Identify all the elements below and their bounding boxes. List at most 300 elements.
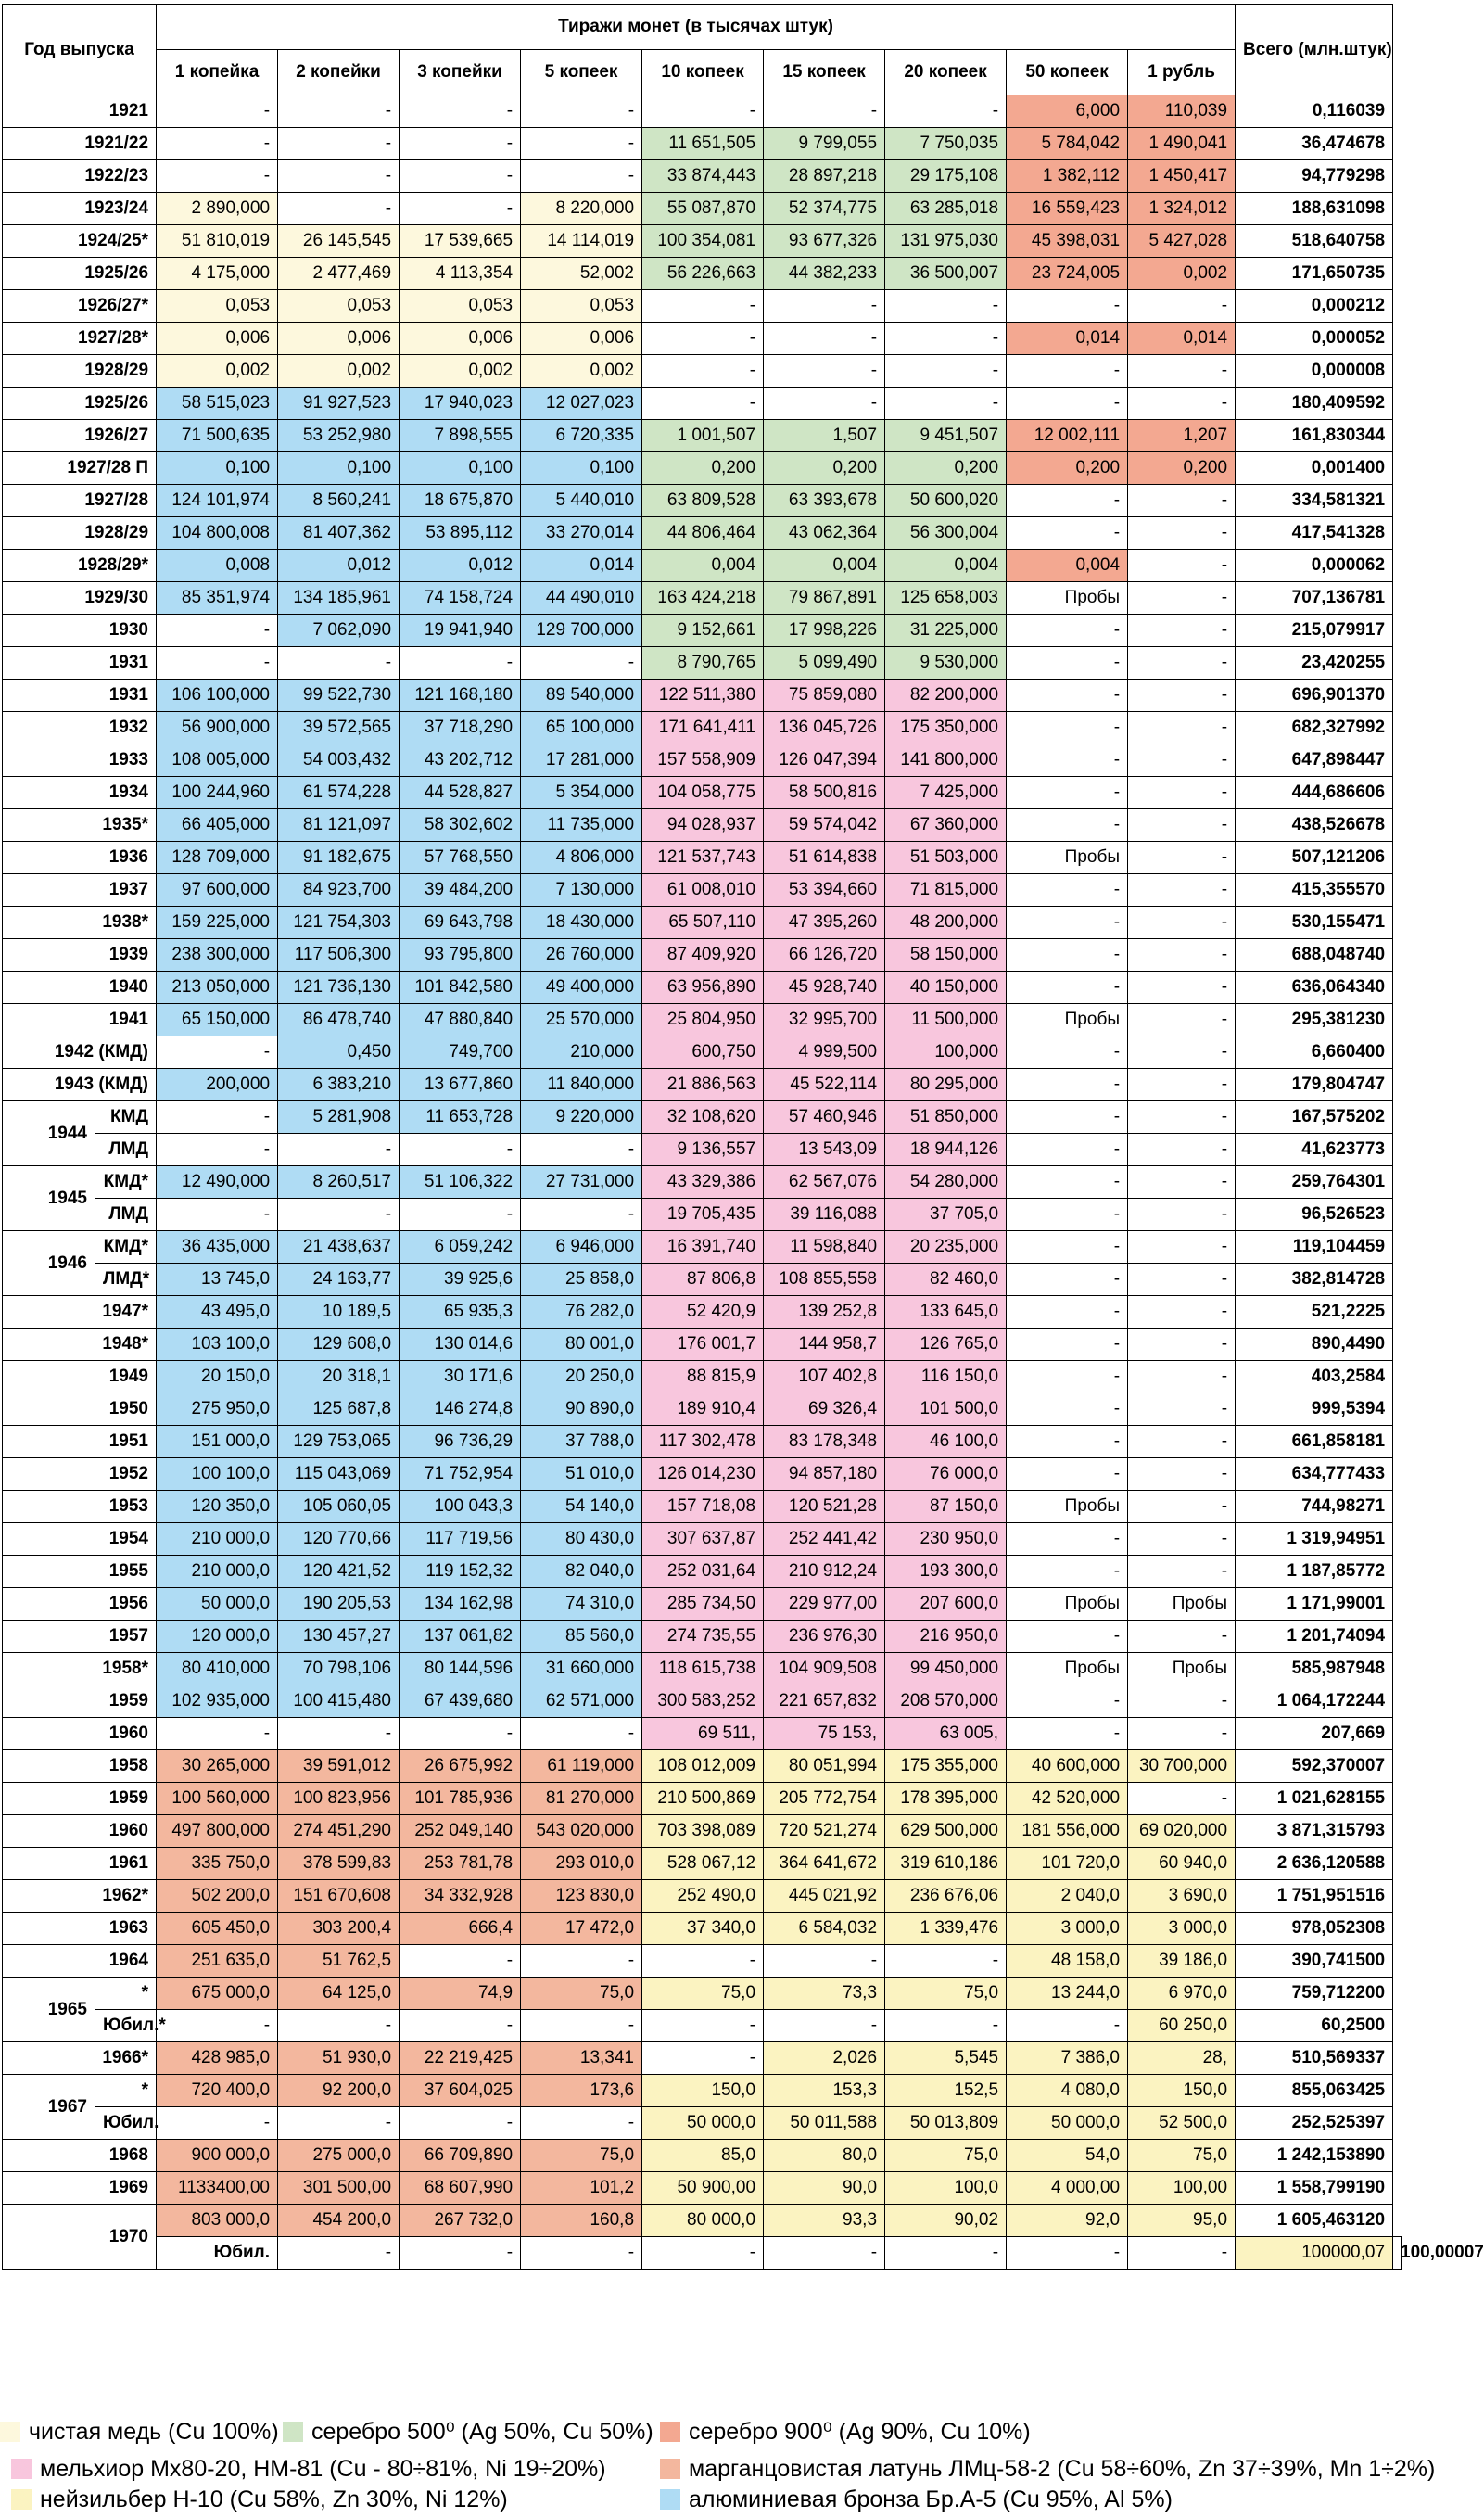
mintage-cell: 210 500,869 — [642, 1783, 764, 1815]
total-cell: 1 201,74094 — [1236, 1621, 1393, 1653]
mintage-cell: 50 600,020 — [885, 485, 1007, 517]
table-row — [3, 1393, 1402, 1426]
mintage-cell: 307 637,87 — [642, 1523, 764, 1556]
mintage-cell: 3 000,0 — [1128, 1913, 1236, 1945]
denomination-header: 50 копеек — [1007, 50, 1128, 95]
mintage-cell: - — [1007, 1264, 1128, 1296]
table-row — [3, 1783, 1402, 1815]
mintage-cell: 34 332,928 — [400, 1880, 521, 1913]
mintage-cell: - — [1128, 582, 1236, 615]
mintage-cell: 0,004 — [885, 550, 1007, 582]
mintage-rows — [3, 95, 1484, 2270]
mintage-cell: 108 005,000 — [157, 744, 278, 777]
legend-swatch — [660, 2422, 680, 2442]
mintage-cell: 61 574,228 — [278, 777, 400, 809]
mintage-cell: - — [1128, 615, 1236, 647]
total-column-header: Всего (млн.штук) — [1236, 5, 1393, 95]
year-cell: 1951 — [3, 1426, 157, 1458]
mintage-cell: - — [764, 323, 885, 355]
mintage-cell: 11 840,000 — [521, 1069, 642, 1101]
mintage-cell: 52 500,0 — [1128, 2107, 1236, 2140]
total-cell: 179,804747 — [1236, 1069, 1393, 1101]
mintage-cell: 76 000,0 — [885, 1458, 1007, 1491]
table-row — [3, 1815, 1402, 1848]
mintage-cell: 4 000,00 — [1007, 2172, 1128, 2205]
mintage-cell: - — [1128, 874, 1236, 907]
mintage-cell: 128 709,000 — [157, 842, 278, 874]
legend-swatch — [660, 2489, 680, 2510]
denomination-header: 1 рубль — [1128, 50, 1236, 95]
mintage-cell: 75,0 — [521, 2140, 642, 2172]
mintage-cell: - — [1128, 972, 1236, 1004]
mintage-cell: 91 182,675 — [278, 842, 400, 874]
mintage-cell: 121 537,743 — [642, 842, 764, 874]
mintage-cell: - — [1007, 388, 1128, 420]
table-row — [3, 1945, 1402, 1978]
mintage-cell: 159 225,000 — [157, 907, 278, 939]
mintage-cell: 118 615,738 — [642, 1653, 764, 1685]
mintage-cell: - — [1128, 1166, 1236, 1199]
mintage-cell: 100 823,956 — [278, 1783, 400, 1815]
mintage-cell: 0,002 — [157, 355, 278, 388]
mintage-cell: 44 806,464 — [642, 517, 764, 550]
mintage-cell: - — [1007, 809, 1128, 842]
mintage-cell: - — [1128, 1264, 1236, 1296]
mintage-cell: 5 281,908 — [278, 1101, 400, 1134]
mintage-cell: 53 252,980 — [278, 420, 400, 452]
mintage-cell: 69 643,798 — [400, 907, 521, 939]
mintage-cell: - — [1007, 1329, 1128, 1361]
table-row — [3, 128, 1402, 160]
mintage-cell: - — [521, 1718, 642, 1750]
mintage-cell: 81 121,097 — [278, 809, 400, 842]
mintage-table — [2, 4, 1484, 2270]
mintage-cell: 252 031,64 — [642, 1556, 764, 1588]
legend-item-nickel-silver — [11, 2481, 508, 2518]
mintage-cell: 61 008,010 — [642, 874, 764, 907]
table-row — [3, 550, 1402, 582]
table-row — [3, 1523, 1402, 1556]
denomination-header: 5 копеек — [521, 50, 642, 95]
mintage-cell: 720 521,274 — [764, 1815, 885, 1848]
mintage-cell: - — [1128, 1685, 1236, 1718]
year-cell: 1927/28 П — [3, 452, 157, 485]
mintage-cell: 18 944,126 — [885, 1134, 1007, 1166]
mintage-cell: 45 398,031 — [1007, 225, 1128, 258]
mintage-cell: 81 407,362 — [278, 517, 400, 550]
year-cell: 1935* — [3, 809, 157, 842]
mintage-cell: 54 003,432 — [278, 744, 400, 777]
total-cell: 167,575202 — [1236, 1101, 1393, 1134]
mintage-cell: 123 830,0 — [521, 1880, 642, 1913]
mintage-cell: 9 220,000 — [521, 1101, 642, 1134]
mintage-cell: 66 405,000 — [157, 809, 278, 842]
year-cell: 1961 — [3, 1848, 157, 1880]
mintage-cell: 46 100,0 — [885, 1426, 1007, 1458]
mintage-cell: - — [1007, 1036, 1128, 1069]
legend-item-aluminium-bronze — [660, 2481, 1173, 2518]
table-row — [3, 2172, 1402, 2205]
mintage-cell: 193 300,0 — [885, 1556, 1007, 1588]
mintage-cell: - — [278, 95, 400, 128]
mintage-cell: 230 950,0 — [885, 1523, 1007, 1556]
mintage-cell: 50 000,0 — [642, 2107, 764, 2140]
mintage-cell: 65 100,000 — [521, 712, 642, 744]
mintage-cell: - — [1128, 1523, 1236, 1556]
total-cell: 585,987948 — [1236, 1653, 1393, 1685]
legend-swatch — [11, 2489, 32, 2510]
mintage-cell: 115 043,069 — [278, 1458, 400, 1491]
mintage-cell: - — [521, 128, 642, 160]
table-row — [3, 1718, 1402, 1750]
mintage-cell: - — [1128, 550, 1236, 582]
mintage-cell: 54 280,000 — [885, 1166, 1007, 1199]
mintage-cell: 121 168,180 — [400, 680, 521, 712]
mintage-cell: 151 000,0 — [157, 1426, 278, 1458]
mintage-cell: 189 910,4 — [642, 1393, 764, 1426]
mintage-cell: 43 329,386 — [642, 1166, 764, 1199]
year-cell: 1921 — [3, 95, 157, 128]
legend-swatch — [0, 2422, 20, 2442]
mintage-cell: 40 150,000 — [885, 972, 1007, 1004]
mintage-cell: - — [764, 290, 885, 323]
mintage-cell: 0,012 — [400, 550, 521, 582]
mintage-cell: 30 171,6 — [400, 1361, 521, 1393]
mintage-cell: Пробы — [1007, 582, 1128, 615]
mintage-cell: 17 281,000 — [521, 744, 642, 777]
year-cell: 1924/25* — [3, 225, 157, 258]
mintage-cell: 100,0 — [885, 2172, 1007, 2205]
mintage-cell: 2 890,000 — [157, 193, 278, 225]
mintage-cell: 82 460,0 — [885, 1264, 1007, 1296]
mintage-cell: 803 000,0 — [157, 2205, 278, 2237]
mintage-cell: - — [642, 95, 764, 128]
mintage-cell: 101,2 — [521, 2172, 642, 2205]
mintage-cell: 9 152,661 — [642, 615, 764, 647]
mintage-cell: 181 556,000 — [1007, 1815, 1128, 1848]
legend-label: марганцовистая латунь ЛМц-58-2 (Cu 58÷60%, Zn 37÷39%, Mn 1÷2%) — [689, 2455, 1436, 2482]
mintage-cell: - — [278, 2107, 400, 2140]
mintage-cell: - — [1007, 1231, 1128, 1264]
mintage-cell: - — [1128, 777, 1236, 809]
mintage-cell: 69 511, — [642, 1718, 764, 1750]
mintage-cell: 86 478,740 — [278, 1004, 400, 1036]
year-group-cell: 1965 — [3, 1978, 95, 2042]
mintage-cell: - — [157, 1101, 278, 1134]
mintage-cell: - — [642, 2010, 764, 2042]
year-cell: 1959 — [3, 1783, 157, 1815]
table-row — [3, 582, 1402, 615]
mintage-cell: 62 571,000 — [521, 1685, 642, 1718]
mintage-cell: 207 600,0 — [885, 1588, 1007, 1621]
total-cell: 2 636,120588 — [1236, 1848, 1393, 1880]
table-row — [3, 1361, 1402, 1393]
mintage-cell: - — [157, 1199, 278, 1231]
total-cell: 444,686606 — [1236, 777, 1393, 809]
table-row — [3, 972, 1402, 1004]
mintage-cell: 176 001,7 — [642, 1329, 764, 1361]
mintage-cell: 16 559,423 — [1007, 193, 1128, 225]
total-cell: 1 242,153890 — [1236, 2140, 1393, 2172]
mintage-cell: 37 718,290 — [400, 712, 521, 744]
mintage-cell: 80 051,994 — [764, 1750, 885, 1783]
mintage-cell: 30 265,000 — [157, 1750, 278, 1783]
table-row — [3, 809, 1402, 842]
total-cell: 696,901370 — [1236, 680, 1393, 712]
mintage-cell: 70 798,106 — [278, 1653, 400, 1685]
mintage-cell: - — [1007, 712, 1128, 744]
mintage-cell: 4 175,000 — [157, 258, 278, 290]
mintage-cell: 75,0 — [1128, 2140, 1236, 2172]
mintage-cell: 0,002 — [278, 355, 400, 388]
mintage-cell: 124 101,974 — [157, 485, 278, 517]
mintage-cell: - — [885, 290, 1007, 323]
mintage-cell: 0,200 — [885, 452, 1007, 485]
mintage-cell: 67 439,680 — [400, 1685, 521, 1718]
mintage-cell: - — [157, 95, 278, 128]
mintage-cell: 11 500,000 — [885, 1004, 1007, 1036]
mintage-cell: 1 324,012 — [1128, 193, 1236, 225]
total-cell: 634,777433 — [1236, 1458, 1393, 1491]
mintage-cell: 71 815,000 — [885, 874, 1007, 907]
total-cell: 180,409592 — [1236, 388, 1393, 420]
mintage-cell: 47 395,260 — [764, 907, 885, 939]
total-cell: 0,000062 — [1236, 550, 1393, 582]
year-cell: 1943 (КМД) — [3, 1069, 157, 1101]
mintage-cell: 136 045,726 — [764, 712, 885, 744]
year-cell: 1960 — [3, 1718, 157, 1750]
legend-swatch — [283, 2422, 303, 2442]
mintage-cell: 4 999,500 — [764, 1036, 885, 1069]
table-row — [3, 777, 1402, 809]
mintage-cell: 0,100 — [278, 452, 400, 485]
mintage-cell: 0,200 — [764, 452, 885, 485]
year-cell: 1958 — [3, 1750, 157, 1783]
year-cell: 1956 — [3, 1588, 157, 1621]
mintage-cell: - — [1128, 680, 1236, 712]
table-row — [3, 1685, 1402, 1718]
table-row — [3, 939, 1402, 972]
mintage-cell: 25 570,000 — [521, 1004, 642, 1036]
mintage-cell: - — [1128, 1718, 1236, 1750]
mintage-cell: 99 522,730 — [278, 680, 400, 712]
mintage-cell: 216 950,0 — [885, 1621, 1007, 1653]
mintage-cell: 44 528,827 — [400, 777, 521, 809]
mintage-cell: - — [1128, 2237, 1236, 2270]
total-cell: 252,525397 — [1236, 2107, 1393, 2140]
mintage-cell: 20 235,000 — [885, 1231, 1007, 1264]
mintage-cell: 62 567,076 — [764, 1166, 885, 1199]
mintage-cell: 101 842,580 — [400, 972, 521, 1004]
mintage-cell: - — [1128, 1361, 1236, 1393]
mintage-cell: 0,006 — [278, 323, 400, 355]
total-cell: 188,631098 — [1236, 193, 1393, 225]
mintage-cell: - — [400, 2237, 521, 2270]
mintage-cell: - — [521, 1945, 642, 1978]
mintage-cell: - — [764, 2237, 885, 2270]
mintage-cell: 12 027,023 — [521, 388, 642, 420]
mintage-cell: 11 651,505 — [642, 128, 764, 160]
mintage-cell: 171 641,411 — [642, 712, 764, 744]
mintage-cell: - — [521, 2237, 642, 2270]
mintage-cell: Пробы — [1007, 842, 1128, 874]
total-cell: 855,063425 — [1236, 2075, 1393, 2107]
mintage-cell: 0,014 — [1128, 323, 1236, 355]
total-cell: 1 021,628155 — [1236, 1783, 1393, 1815]
mintage-cell: 100 354,081 — [642, 225, 764, 258]
mintage-cell: 75,0 — [642, 1978, 764, 2010]
table-row — [3, 1069, 1402, 1101]
mintage-cell: 10 189,5 — [278, 1296, 400, 1329]
mintage-cell: 63 956,890 — [642, 972, 764, 1004]
mintage-cell: Пробы — [1128, 1653, 1236, 1685]
mintage-cell: 0,002 — [521, 355, 642, 388]
mintage-cell: 0,008 — [157, 550, 278, 582]
mintage-cell: 0,002 — [1128, 258, 1236, 290]
mintage-cell: 103 100,0 — [157, 1329, 278, 1361]
mintage-cell: 92,0 — [1007, 2205, 1128, 2237]
mintage-cell: 74 310,0 — [521, 1588, 642, 1621]
mintage-cell: - — [1007, 1426, 1128, 1458]
denomination-header: 20 копеек — [885, 50, 1007, 95]
mintage-cell: 267 732,0 — [400, 2205, 521, 2237]
mintage-cell: 1 382,112 — [1007, 160, 1128, 193]
mintage-cell: - — [1007, 485, 1128, 517]
mintage-cell: 65 150,000 — [157, 1004, 278, 1036]
mintage-cell: 275 000,0 — [278, 2140, 400, 2172]
denomination-header: 10 копеек — [642, 50, 764, 95]
table-row — [3, 258, 1402, 290]
mintage-cell: - — [400, 1134, 521, 1166]
mintage-cell: 58 150,000 — [885, 939, 1007, 972]
mintage-cell: 129 753,065 — [278, 1426, 400, 1458]
mintage-cell: Пробы — [1007, 1004, 1128, 1036]
total-cell: 744,98271 — [1236, 1491, 1393, 1523]
legend-label: нейзильбер Н-10 (Cu 58%, Zn 30%, Ni 12%) — [40, 2486, 508, 2512]
mintage-cell: 229 977,00 — [764, 1588, 885, 1621]
mintage-cell: 100 100,0 — [157, 1458, 278, 1491]
mintage-cell: 75,0 — [885, 1978, 1007, 2010]
total-cell: 6,660400 — [1236, 1036, 1393, 1069]
mintage-cell: 152,5 — [885, 2075, 1007, 2107]
year-cell: 1938* — [3, 907, 157, 939]
mintage-cell: 59 574,042 — [764, 809, 885, 842]
mintage-cell: 210 000,0 — [157, 1523, 278, 1556]
mintage-cell: - — [885, 2237, 1007, 2270]
mintage-cell: 104 058,775 — [642, 777, 764, 809]
mintage-cell: 61 119,000 — [521, 1750, 642, 1783]
mintage-cell: - — [157, 647, 278, 680]
table-row — [3, 2205, 1402, 2237]
mintage-cell: - — [1007, 680, 1128, 712]
table-row — [3, 1458, 1402, 1491]
table-row — [3, 323, 1402, 355]
mintage-cell: 0,200 — [1007, 452, 1128, 485]
mintage-cell: - — [278, 2010, 400, 2042]
mintage-cell: 5 427,028 — [1128, 225, 1236, 258]
total-cell: 295,381230 — [1236, 1004, 1393, 1036]
mintage-cell: 1,507 — [764, 420, 885, 452]
mintage-cell: 108 012,009 — [642, 1750, 764, 1783]
mintage-cell: 100 415,480 — [278, 1685, 400, 1718]
mintage-cell: 130 457,27 — [278, 1621, 400, 1653]
table-row — [3, 1296, 1402, 1329]
total-cell: 438,526678 — [1236, 809, 1393, 842]
legend-swatch — [660, 2459, 680, 2479]
mintage-cell: 58 500,816 — [764, 777, 885, 809]
mintage-cell: - — [1128, 712, 1236, 744]
mintage-cell: 0,100 — [521, 452, 642, 485]
mintage-cell: 54 140,0 — [521, 1491, 642, 1523]
mintage-cell: 117 506,300 — [278, 939, 400, 972]
mintage-cell: 87 806,8 — [642, 1264, 764, 1296]
total-cell: 1 605,463120 — [1236, 2205, 1393, 2237]
mintage-cell: - — [1128, 1231, 1236, 1264]
mintage-cell: 0,012 — [278, 550, 400, 582]
mintage-cell: - — [1007, 647, 1128, 680]
mintage-cell: - — [764, 355, 885, 388]
mintage-cell: - — [278, 1199, 400, 1231]
mintage-cell: 543 020,000 — [521, 1815, 642, 1848]
mintage-cell: - — [1007, 1296, 1128, 1329]
year-cell: 1964 — [3, 1945, 157, 1978]
year-group-cell: 1946 — [3, 1231, 95, 1296]
mintage-cell: 1133400,00 — [157, 2172, 278, 2205]
total-cell: 682,327992 — [1236, 712, 1393, 744]
mintage-cell: 45 928,740 — [764, 972, 885, 1004]
mintage-cell: 497 800,000 — [157, 1815, 278, 1848]
legend-item-silver-500 — [283, 2413, 653, 2450]
total-cell: 382,814728 — [1236, 1264, 1393, 1296]
mintage-cell: 8 260,517 — [278, 1166, 400, 1199]
total-cell: 334,581321 — [1236, 485, 1393, 517]
mintage-cell: 4 806,000 — [521, 842, 642, 874]
year-cell: 1960 — [3, 1815, 157, 1848]
year-cell: 1925/26 — [3, 258, 157, 290]
mintage-cell: 175 350,000 — [885, 712, 1007, 744]
mintage-cell: - — [1007, 1069, 1128, 1101]
year-subtype-cell: Юбил. — [157, 2237, 278, 2270]
mintage-cell: 8 790,765 — [642, 647, 764, 680]
mintage-cell: 190 205,53 — [278, 1588, 400, 1621]
mintage-cell: 120 000,0 — [157, 1621, 278, 1653]
mintage-cell: 5 440,010 — [521, 485, 642, 517]
mintage-cell: - — [1128, 1556, 1236, 1588]
mintage-cell: 51 614,838 — [764, 842, 885, 874]
mintage-cell: 37 340,0 — [642, 1913, 764, 1945]
mintage-cell: 42 520,000 — [1007, 1783, 1128, 1815]
mintage-cell: 63 809,528 — [642, 485, 764, 517]
mintage-cell: 40 600,000 — [1007, 1750, 1128, 1783]
mintage-cell: 6 720,335 — [521, 420, 642, 452]
mintage-cell: - — [157, 2010, 278, 2042]
year-cell: 1955 — [3, 1556, 157, 1588]
mintage-cell: 12 490,000 — [157, 1166, 278, 1199]
year-cell: 1959 — [3, 1685, 157, 1718]
mintage-cell: Пробы — [1007, 1653, 1128, 1685]
mintage-cell: 0,006 — [157, 323, 278, 355]
mintage-cell: - — [1128, 355, 1236, 388]
mintage-cell: - — [1007, 1458, 1128, 1491]
mintage-cell: - — [400, 647, 521, 680]
mintage-cell: 50 013,809 — [885, 2107, 1007, 2140]
mintage-cell: 0,053 — [157, 290, 278, 323]
mintage-cell: 39 572,565 — [278, 712, 400, 744]
year-subtype-cell: * — [95, 1978, 157, 2010]
mintage-cell: 21 886,563 — [642, 1069, 764, 1101]
mintage-cell: 129 608,0 — [278, 1329, 400, 1361]
table-row — [3, 1653, 1402, 1685]
